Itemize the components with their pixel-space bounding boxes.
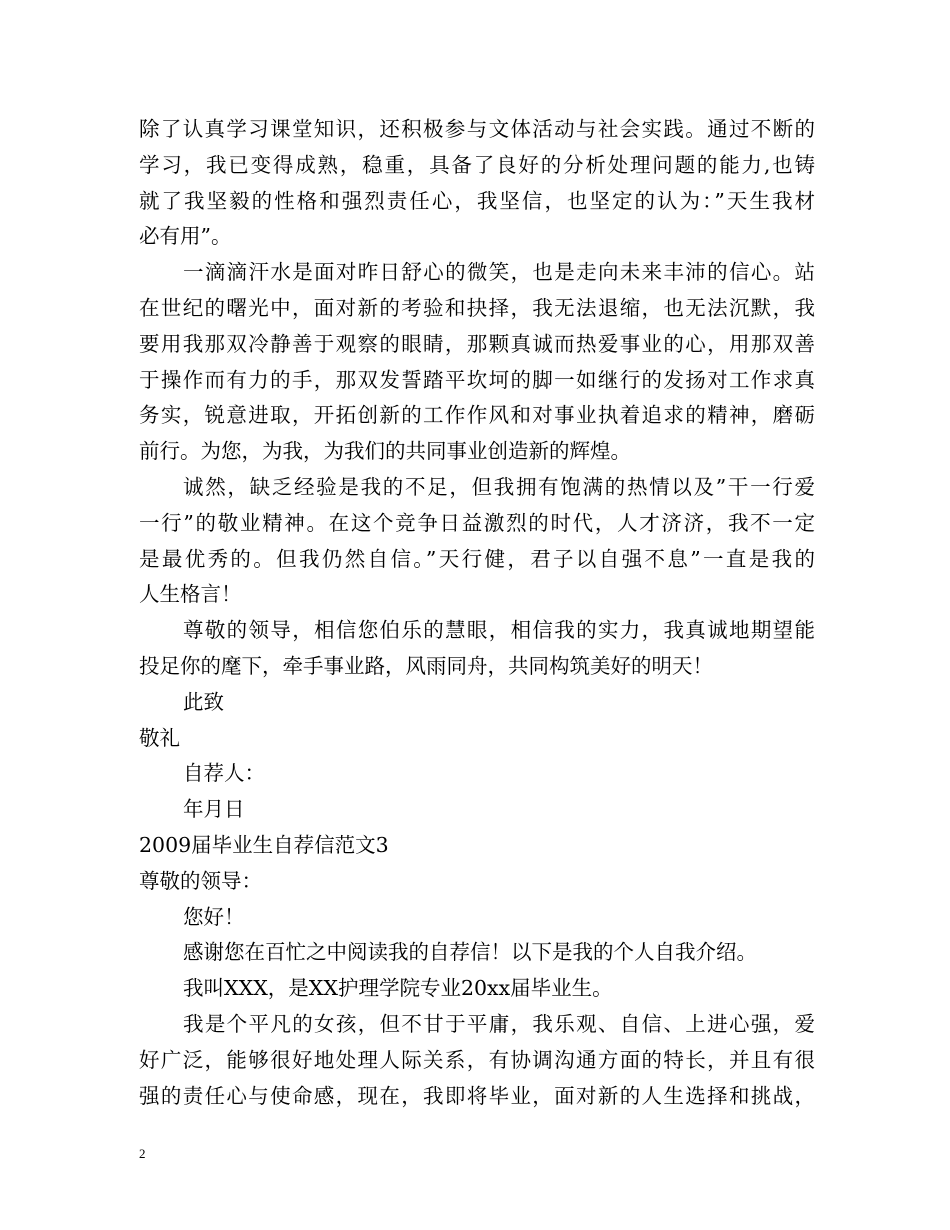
text-line: 学习，我已变得成熟，稳重，具备了良好的分析处理问题的能力,也铸: [139, 152, 815, 177]
text-line: 要用我那双冷静善于观察的眼睛，那颗真诚而热爱事业的心，用那双善: [139, 331, 815, 356]
text-line: 我是个平凡的女孩，但不甘于平庸，我乐观、自信、上进心强，爱: [183, 1011, 815, 1036]
section-title: 2009届毕业生自荐信范文3: [139, 832, 389, 857]
text-line: 感谢您在百忙之中阅读我的自荐信！以下是我的个人自我介绍。: [183, 940, 757, 965]
text-line: 前行。为您，为我，为我们的共同事业创造新的辉煌。: [139, 439, 631, 464]
closing-phrase: 此致: [183, 689, 224, 714]
text-line: 人生格言！: [139, 582, 242, 607]
text-line: 尊敬的领导，相信您伯乐的慧眼，相信我的实力，我真诚地期望能: [183, 618, 815, 643]
page-number: 2: [139, 1146, 146, 1161]
text-line: 我叫XXX，是XX护理学院专业20xx届毕业生。: [183, 976, 613, 1001]
text-line: 投足你的麾下，牵手事业路，风雨同舟，共同构筑美好的明天！: [139, 653, 713, 678]
text-line: 好广泛，能够很好地处理人际关系，有协调沟通方面的特长，并且有很: [139, 1047, 815, 1072]
greeting: 尊敬的领导：: [139, 868, 262, 893]
text-line: 在世纪的曙光中，面对新的考验和抉择，我无法退缩，也无法沉默，我: [139, 295, 815, 320]
text-line: 务实，锐意进取，开拓创新的工作作风和对事业执着追求的精神，磨砺: [139, 403, 815, 428]
text-line: 您好！: [183, 904, 245, 929]
text-line: 是最优秀的。但我仍然自信。”天行健，君子以自强不息”一直是我的: [139, 546, 815, 571]
signature-label: 自荐人：: [183, 761, 265, 786]
text-line: 诚然，缺乏经验是我的不足，但我拥有饱满的热情以及”干一行爱: [183, 474, 815, 499]
text-line: 必有用”。: [139, 224, 232, 249]
text-line: 就了我坚毅的性格和强烈责任心，我坚信，也坚定的认为：”天生我材: [139, 188, 815, 213]
text-line: 一滴滴汗水是面对昨日舒心的微笑，也是走向未来丰沛的信心。站: [183, 260, 815, 285]
letter-body: [139, 112, 815, 1114]
text-line: 于操作而有力的手，那双发誓踏平坎坷的脚一如继行的发扬对工作求真: [139, 367, 815, 392]
text-line: 除了认真学习课堂知识，还积极参与文体活动与社会实践。通过不断的: [139, 117, 815, 141]
text-line: 强的责任心与使命感，现在，我即将毕业，面对新的人生选择和挑战，: [139, 1083, 815, 1108]
date-label: 年月日: [183, 797, 245, 822]
salutation-closing: 敬礼: [139, 725, 180, 750]
text-line: 一行”的敬业精神。在这个竞争日益激烈的时代，人才济济，我不一定: [139, 510, 815, 535]
